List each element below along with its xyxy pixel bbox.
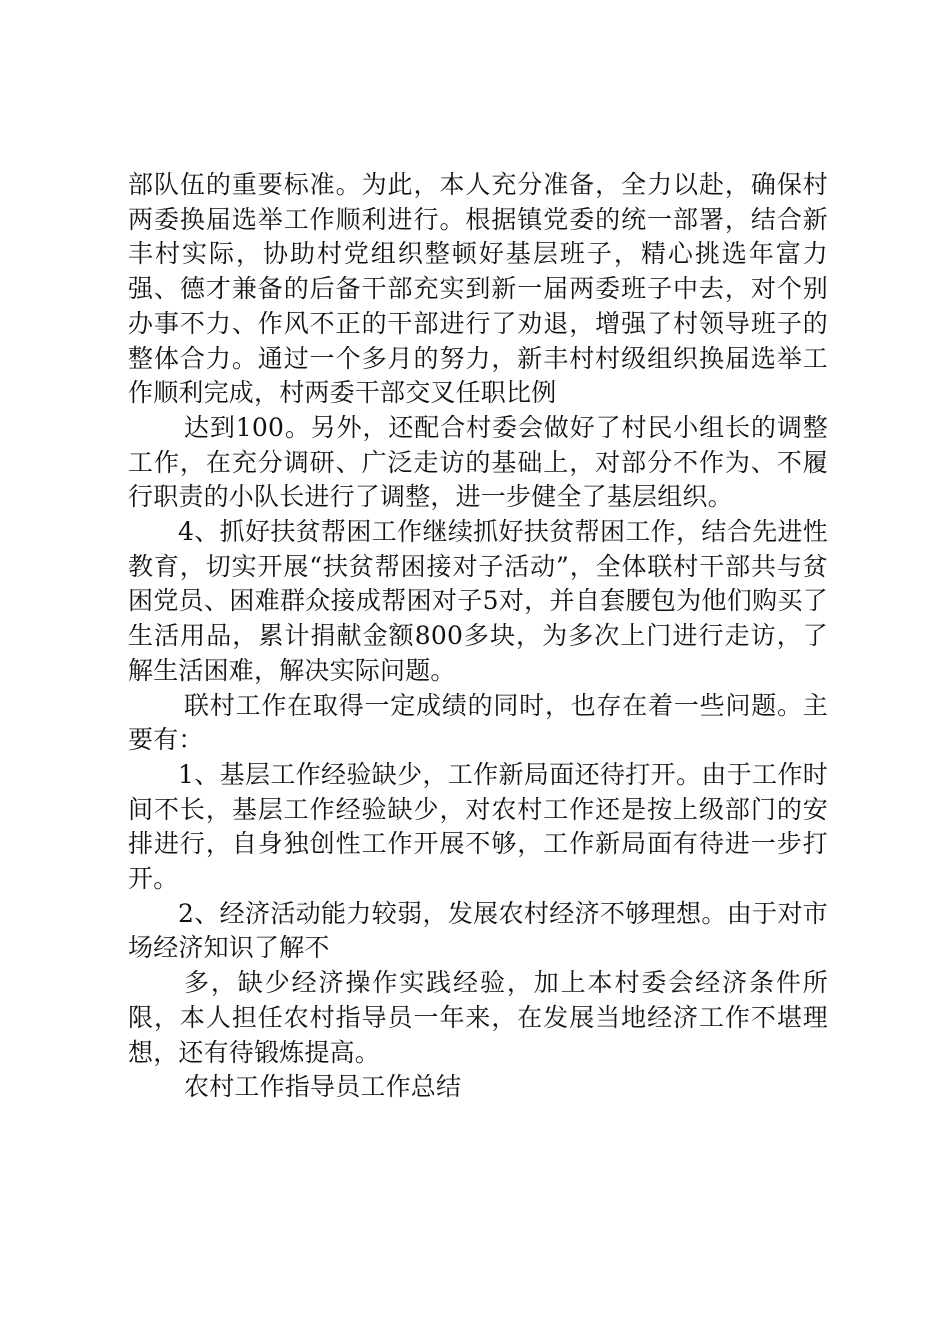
- paragraph-election: 部队伍的重要标准。为此，本人充分准备，全力以赴，确保村两委换届选举工作顺利进行。根据镇党委的统一部署，结合新丰村实际，协助村党组织整顿好基层班子，精心挑选年富力强、德才兼备的后备干部充实到新一届两委班子中去，对个别办事不力、作风不正的干部进行了劝退，增强了村领导班子的整体合力。通过一个多月的努力，新丰村村级组织换届选举工作顺利完成，村两委干部交叉任职比例: [128, 170, 828, 408]
- paragraph-problem-2: 2、经济活动能力较弱，发展农村经济不够理想。由于对市场经济知识了解不: [128, 898, 828, 963]
- document-closing-title: 农村工作指导员工作总结: [184, 1072, 462, 1102]
- paragraph-problem-2-continued: 多，缺少经济操作实践经验，加上本村委会经济条件所限，本人担任农村指导员一年来，在发展当地经济工作不堪理想，还有待锻炼提高。: [128, 968, 828, 1067]
- document-body: [128, 168, 828, 1105]
- paragraph-reaching-100: 达到100。另外，还配合村委会做好了村民小组长的调整工作，在充分调研、广泛走访的基础上，对部分不作为、不履行职责的小队长进行了调整，进一步健全了基层组织。: [128, 412, 828, 512]
- paragraph-problem-1: 1、基层工作经验缺少，工作新局面还待打开。由于工作时间不长，基层工作经验缺少，对农村工作还是按上级部门的安排进行，自身独创性工作开展不够，工作新局面有待进一步打开。: [128, 759, 828, 894]
- paragraph-problems-intro: 联村工作在取得一定成绩的同时，也存在着一些问题。主要有：: [128, 690, 828, 755]
- paragraph-poverty-relief: 4、抓好扶贫帮困工作继续抓好扶贫帮困工作，结合先进性教育，切实开展“扶贫帮困接对子活动”，全体联村干部共与贫困党员、困难群众接成帮困对子5对，并自套腰包为他们购买了生活用品，累计捐献金额800多块，为多次上门进行走访，了解生活困难，解决实际问题。: [128, 517, 828, 685]
